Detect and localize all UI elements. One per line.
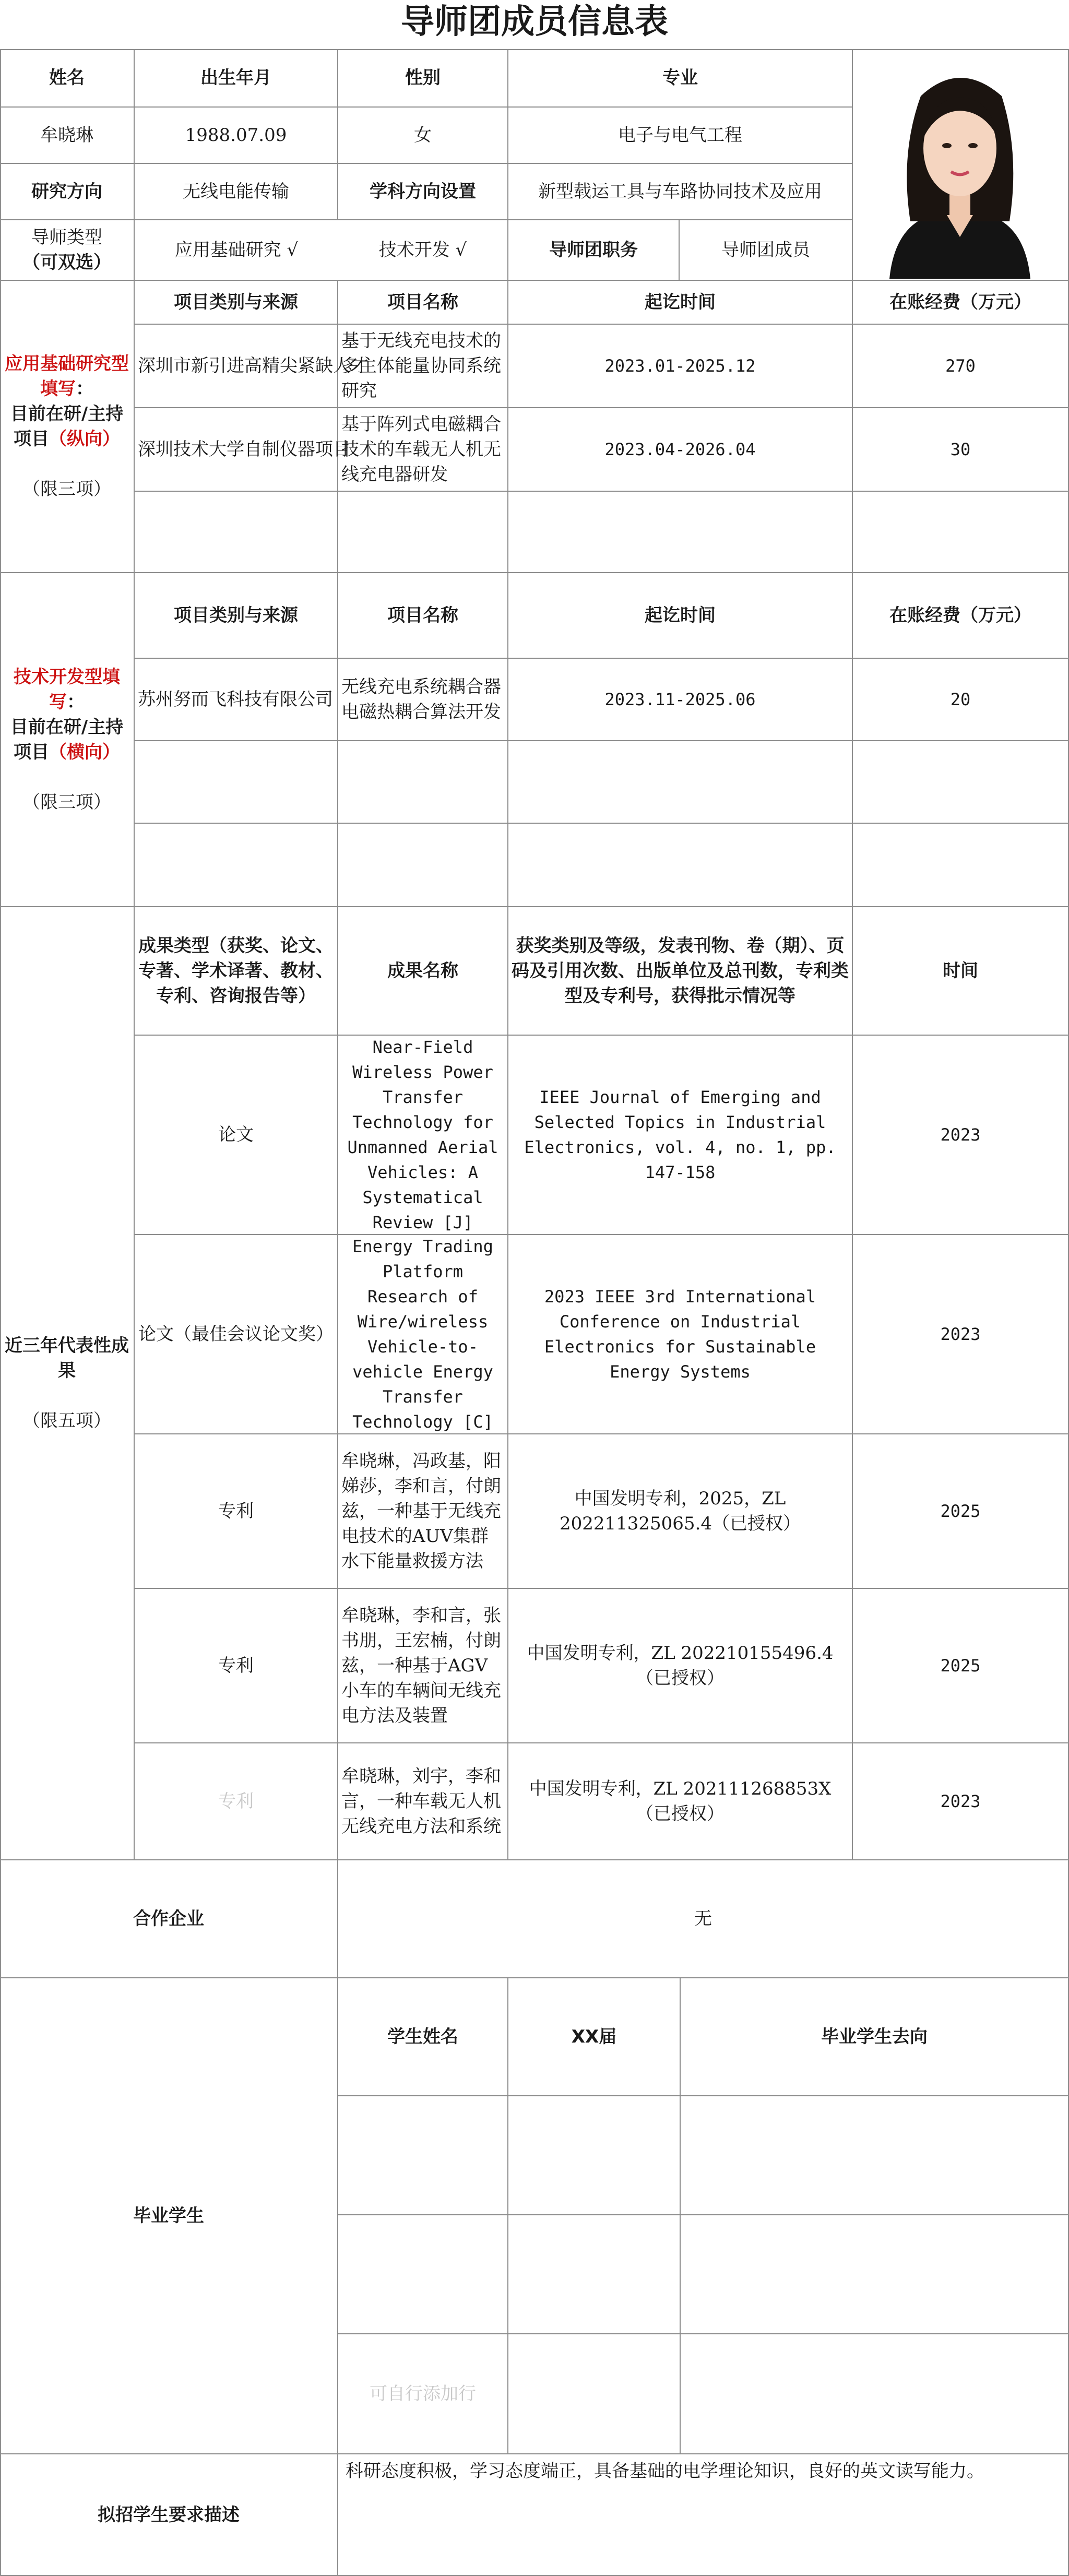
basic-label-vertical: （纵向） bbox=[49, 429, 120, 449]
tech-row-2-name bbox=[338, 741, 508, 824]
basic-row-3-period bbox=[508, 492, 853, 573]
name-label: 姓名 bbox=[0, 49, 135, 108]
photo-cell bbox=[853, 49, 1069, 281]
basic-header-name: 项目名称 bbox=[338, 281, 508, 325]
ach-row-2-detail: 2023 IEEE 3rd International Conference on Industrial Electronics for Sustainable Energy Systems bbox=[508, 1235, 853, 1434]
requirements-label: 拟招学生要求描述 bbox=[0, 2454, 338, 2576]
tech-label-red: 技术开发型填写 bbox=[14, 667, 120, 713]
ach-header-detail: 获奖类别及等级，发表刊物、卷（期）、页码及引用次数、出版单位及总刊数，专利类型及专利号，获得批示情况等 bbox=[508, 907, 853, 1036]
grad-row-2-name bbox=[338, 2215, 508, 2334]
grad-row-3-class bbox=[508, 2334, 681, 2454]
achievements-title: 近三年代表性成果 bbox=[5, 1335, 129, 1381]
basic-header-source: 项目类别与来源 bbox=[135, 281, 338, 325]
name-value: 牟晓琳 bbox=[0, 108, 135, 164]
page-title: 导师团成员信息表 bbox=[401, 3, 668, 41]
tech-label-colon: ： bbox=[67, 692, 85, 713]
basic-label-colon: ： bbox=[76, 378, 93, 399]
ach-row-3-type: 专利 bbox=[135, 1434, 338, 1589]
tech-projects-label bbox=[0, 573, 135, 907]
ach-row-5-detail: 中国发明专利，ZL 202111268853X（已授权） bbox=[508, 1743, 853, 1860]
basic-row-2-source: 深圳技术大学自制仪器项目 bbox=[135, 408, 338, 492]
birth-value: 1988.07.09 bbox=[135, 108, 338, 164]
tech-header-period: 起讫时间 bbox=[508, 573, 853, 659]
basic-row-3-name bbox=[338, 492, 508, 573]
basic-row-3-funds bbox=[853, 492, 1069, 573]
tech-row-2-source bbox=[135, 741, 338, 824]
ach-row-1-year: 2023 bbox=[853, 1036, 1069, 1235]
grad-row-2-destination bbox=[681, 2215, 1069, 2334]
tech-row-3-funds bbox=[853, 824, 1069, 907]
basic-row-1-period: 2023.01-2025.12 bbox=[508, 325, 853, 408]
basic-row-3-source bbox=[135, 492, 338, 573]
portrait-photo-icon bbox=[853, 49, 1067, 279]
basic-header-period: 起讫时间 bbox=[508, 281, 853, 325]
mentor-type-label bbox=[0, 220, 135, 281]
gender-value: 女 bbox=[338, 108, 508, 164]
research-label: 研究方向 bbox=[0, 164, 135, 220]
ach-row-4-name: 牟晓琳，李和言，张书朋，王宏楠，付朗兹，一种基于AGV小车的车辆间无线充电方法及装置 bbox=[338, 1589, 508, 1743]
ach-row-3-year: 2025 bbox=[853, 1434, 1069, 1589]
tech-row-3-name bbox=[338, 824, 508, 907]
role-label: 导师团职务 bbox=[508, 220, 680, 281]
grad-row-3-destination bbox=[681, 2334, 1069, 2454]
ach-row-4-type: 专利 bbox=[135, 1589, 338, 1743]
achievements-label bbox=[0, 907, 135, 1860]
grad-row-1-class bbox=[508, 2096, 681, 2215]
tech-row-2-funds bbox=[853, 741, 1069, 824]
ach-row-1-name: Near-Field Wireless Power Transfer Technology for Unmanned Aerial Vehicles: A Systematical Review [J] bbox=[338, 1036, 508, 1235]
basic-label-red: 应用基础研究型填写 bbox=[5, 353, 129, 399]
type-tech: 技术开发 √ bbox=[338, 220, 508, 281]
tech-row-1-funds: 20 bbox=[853, 659, 1069, 741]
grad-header-destination: 毕业学生去向 bbox=[681, 1978, 1069, 2096]
basic-row-1-name: 基于无线充电技术的多主体能量协同系统研究 bbox=[338, 325, 508, 408]
ach-header-name: 成果名称 bbox=[338, 907, 508, 1036]
role-value: 导师团成员 bbox=[680, 220, 853, 281]
basic-row-1-funds: 270 bbox=[853, 325, 1069, 408]
partners-label: 合作企业 bbox=[0, 1860, 338, 1978]
grad-row-2-class bbox=[508, 2215, 681, 2334]
mentor-type-text: 导师类型 bbox=[31, 227, 102, 248]
ach-row-2-year: 2023 bbox=[853, 1235, 1069, 1434]
basic-row-2-name: 基于阵列式电磁耦合技术的车载无人机无线充电器研发 bbox=[338, 408, 508, 492]
tech-row-2-period bbox=[508, 741, 853, 824]
mentor-type-note: （可双选） bbox=[22, 252, 111, 273]
gender-label: 性别 bbox=[338, 49, 508, 108]
tech-limit: （限三项） bbox=[22, 792, 111, 813]
tech-header-name: 项目名称 bbox=[338, 573, 508, 659]
requirements-value: 科研态度积极，学习态度端正，具备基础的电学理论知识，良好的英文读写能力。 bbox=[338, 2454, 1069, 2576]
basic-row-2-period: 2023.04-2026.04 bbox=[508, 408, 853, 492]
ach-row-3-name: 牟晓琳，冯政基，阳娣莎，李和言，付朗兹，一种基于无线充电技术的AUV集群水下能量救援方法 bbox=[338, 1434, 508, 1589]
ach-row-5-type: 专利 bbox=[135, 1743, 338, 1860]
basic-limit: （限三项） bbox=[22, 479, 111, 500]
type-basic: 应用基础研究 √ bbox=[135, 220, 338, 281]
tech-label-black: 目前在研/主持项目 bbox=[10, 717, 124, 763]
basic-projects-label bbox=[0, 281, 135, 573]
major-label: 专业 bbox=[508, 49, 853, 108]
discipline-label: 学科方向设置 bbox=[338, 164, 508, 220]
ach-row-4-detail: 中国发明专利，ZL 202210155496.4（已授权） bbox=[508, 1589, 853, 1743]
grad-row-1-destination bbox=[681, 2096, 1069, 2215]
major-value: 电子与电气工程 bbox=[508, 108, 853, 164]
grad-row-1-name bbox=[338, 2096, 508, 2215]
birth-label: 出生年月 bbox=[135, 49, 338, 108]
basic-label-black: 目前在研/主持项目 bbox=[10, 403, 124, 449]
grad-header-class: XX届 bbox=[508, 1978, 681, 2096]
ach-row-1-detail: IEEE Journal of Emerging and Selected Topics in Industrial Electronics, vol. 4, no. 1, pp. 147-158 bbox=[508, 1036, 853, 1235]
ach-header-type: 成果类型（获奖、论文、专著、学术译著、教材、专利、咨询报告等） bbox=[135, 907, 338, 1036]
tech-row-3-source bbox=[135, 824, 338, 907]
basic-row-2-funds: 30 bbox=[853, 408, 1069, 492]
achievements-limit: （限五项） bbox=[22, 1410, 111, 1431]
ach-row-4-year: 2025 bbox=[853, 1589, 1069, 1743]
tech-row-1-source: 苏州努而飞科技有限公司 bbox=[135, 659, 338, 741]
tech-row-1-name: 无线充电系统耦合器电磁热耦合算法开发 bbox=[338, 659, 508, 741]
graduates-label: 毕业学生 bbox=[0, 1978, 338, 2454]
ach-row-5-name: 牟晓琳，刘宇，李和言，一种车载无人机无线充电方法和系统 bbox=[338, 1743, 508, 1860]
research-value: 无线电能传输 bbox=[135, 164, 338, 220]
tech-header-source: 项目类别与来源 bbox=[135, 573, 338, 659]
tech-header-funds: 在账经费（万元） bbox=[853, 573, 1069, 659]
tech-row-3-period bbox=[508, 824, 853, 907]
grad-header-name: 学生姓名 bbox=[338, 1978, 508, 2096]
tech-label-horizontal: （横向） bbox=[49, 742, 120, 763]
ach-row-1-type: 论文 bbox=[135, 1036, 338, 1235]
ach-row-5-year: 2023 bbox=[853, 1743, 1069, 1860]
ach-header-year: 时间 bbox=[853, 907, 1069, 1036]
discipline-value: 新型载运工具与车路协同技术及应用 bbox=[508, 164, 853, 220]
partners-value: 无 bbox=[338, 1860, 1069, 1978]
ach-row-2-type: 论文（最佳会议论文奖） bbox=[135, 1235, 338, 1434]
tech-row-1-period: 2023.11-2025.06 bbox=[508, 659, 853, 741]
grad-add-row-hint: 可自行添加行 bbox=[338, 2334, 508, 2454]
ach-row-3-detail: 中国发明专利，2025，ZL 202211325065.4（已授权） bbox=[508, 1434, 853, 1589]
ach-row-2-name: Energy Trading Platform Research of Wire/wireless Vehicle-to-vehicle Energy Transfer Technology [C] bbox=[338, 1235, 508, 1434]
basic-row-1-source: 深圳市新引进高精尖紧缺人才 bbox=[135, 325, 338, 408]
basic-header-funds: 在账经费（万元） bbox=[853, 281, 1069, 325]
